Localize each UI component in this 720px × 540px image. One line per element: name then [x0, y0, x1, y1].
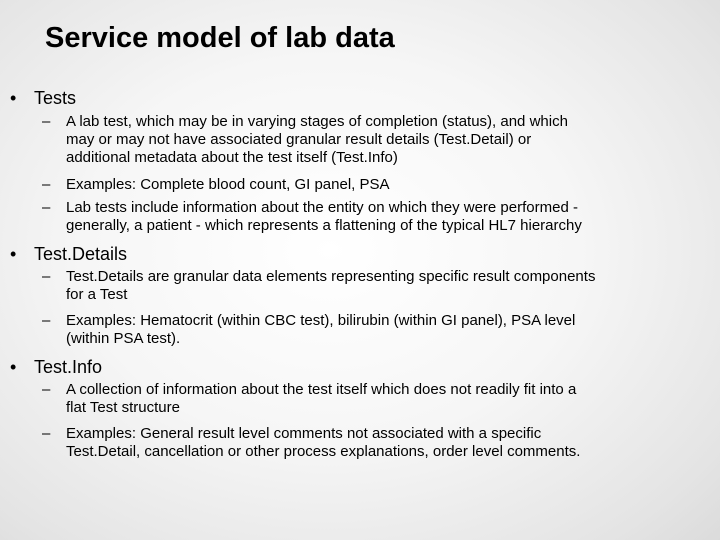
sub-bullet — [42, 425, 702, 461]
dash-marker: – — [42, 381, 51, 398]
text-line: Examples: General result level comments not associated with a specific — [66, 425, 542, 442]
text-line: Examples: Hematocrit (within CBC test), bilirubin (within GI panel), PSA level — [66, 312, 576, 329]
bullet-test-info — [10, 356, 102, 378]
bullet-dot: • — [10, 244, 17, 264]
text-line: Lab tests include information about the entity on which they were performed - — [66, 199, 578, 216]
bullet-test-details — [10, 243, 127, 265]
sub-bullet-text — [66, 312, 702, 348]
text-line: A collection of information about the test itself which does not readily fit into a — [66, 381, 577, 398]
sub-bullet — [42, 199, 702, 235]
text-line: A lab test, which may be in varying stages of completion (status), and which — [66, 113, 568, 130]
text-line: for a Test — [66, 286, 128, 303]
dash-marker: – — [42, 199, 51, 216]
bullet-dot: • — [10, 88, 17, 108]
dash-marker: – — [42, 268, 51, 285]
sub-bullet — [42, 268, 702, 304]
sub-bullet-text — [66, 425, 702, 461]
bullet-heading-test-info: Test.Info — [34, 357, 103, 377]
sub-bullet-text — [66, 268, 702, 304]
text-line: may or may not have associated granular result details (Test.Detail) or — [66, 131, 532, 148]
slide-title: Service model of lab data — [45, 22, 395, 54]
text-line: flat Test structure — [66, 399, 180, 416]
dash-marker: – — [42, 312, 51, 329]
sub-bullet-text — [66, 199, 702, 235]
text-line: (within PSA test). — [66, 330, 181, 347]
bullet-heading-tests: Tests — [34, 88, 77, 108]
dash-marker: – — [42, 113, 51, 130]
text-line: Examples: Complete blood count, GI panel, PSA — [66, 176, 390, 193]
dash-marker: – — [42, 425, 51, 442]
text-line: Test.Detail, cancellation or other process explanations, order level comments. — [66, 443, 581, 460]
text-line: additional metadata about the test itself (Test.Info) — [66, 149, 398, 166]
dash-marker: – — [42, 176, 51, 193]
sub-bullet — [42, 381, 702, 417]
sub-bullet — [42, 113, 702, 167]
sub-bullet-text — [66, 113, 702, 167]
bullet-heading-test-details: Test.Details — [34, 244, 128, 264]
bullet-tests — [10, 87, 76, 109]
text-line: Test.Details are granular data elements representing specific result components — [66, 268, 596, 285]
sub-bullet — [42, 176, 702, 194]
bullet-dot: • — [10, 357, 17, 377]
text-line: generally, a patient - which represents a flattening of the typical HL7 hierarchy — [66, 217, 582, 234]
sub-bullet — [42, 312, 702, 348]
sub-bullet-text — [66, 176, 702, 194]
sub-bullet-text — [66, 381, 702, 417]
